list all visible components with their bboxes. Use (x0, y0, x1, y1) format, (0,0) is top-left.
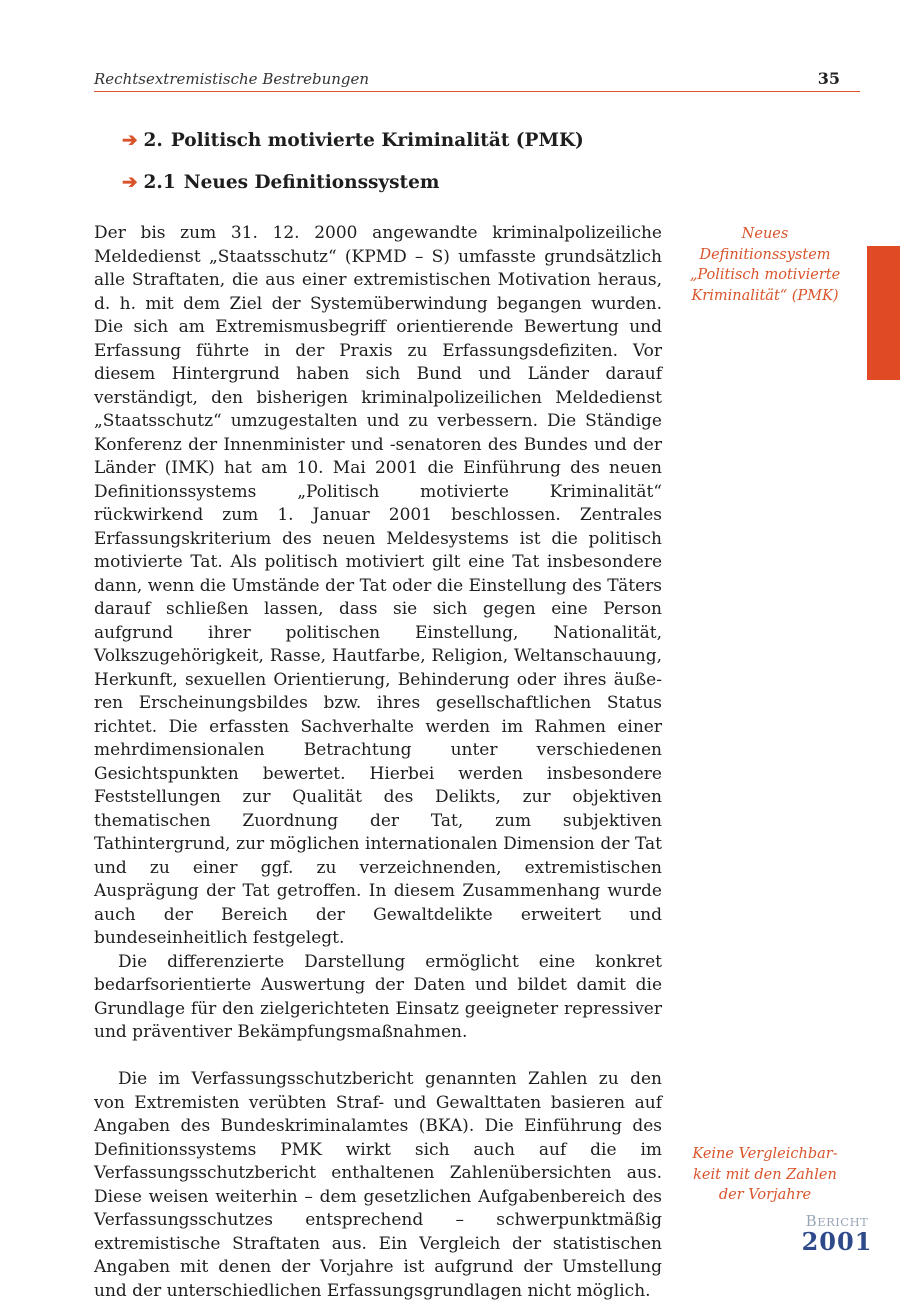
paragraph-3: Die im Verfassungsschutzbericht genannten Zahlen zu den von Extremisten verübten Straf- und Gewalttaten basieren auf Angaben des Bundeskriminalamtes (BKA). Die Einführung des Definitionssystems PMK wirkt sich auch auf die im Verfassungsschutzbericht enthaltenen Zahlenübersichten aus. Diese weisen weiterhin – dem gesetzlichen Aufgabenbereich des Verfassungsschutzes entsprechend – schwerpunktmäßig extremistische Straftaten aus. Ein Vergleich der statistischen Angaben mit denen der Vorjahre ist aufgrund der Umstellung und der unterschiedlichen Erfassungsgrundlagen nicht möglich. (94, 1069, 662, 1301)
section-number: 2. (143, 130, 163, 151)
margin-note-line: Neues (741, 226, 789, 242)
running-header (94, 68, 860, 92)
margin-note-definitionssystem (680, 224, 850, 306)
running-title: Rechtsextremistische Bestrebungen (94, 70, 370, 88)
margin-note-line: Keine Vergleichbar- (692, 1146, 838, 1162)
page-number: 35 (817, 69, 840, 88)
margin-note-vergleichbarkeit (680, 1144, 850, 1206)
paragraph-1: Der bis zum 31. 12. 2000 angewandte kriminalpolizeiliche Meldedienst „Staatsschutz“ (KPMD – S) umfasste grundsätzlich alle Straftaten, die aus einer extremistischen Motivation heraus, d. h. mit dem Ziel der Systemüberwindung begangen wurden. Die sich am Extremismusbegriff orientierende Bewertung und Erfassung führte in der Praxis zu Erfassungsdefiziten. Vor diesem Hintergrund haben sich Bund und Länder darauf verständigt, den bisherigen kriminalpolizeilichen Meldedienst „Staatsschutz“ umzugestalten und zu verbessern. Die Ständige Konferenz der Innenminister und -senatoren des Bundes und der Länder (IMK) hat am 10. Mai 2001 die Einführung des neuen Definitionssystems „Politisch motivierte Kriminalität“ rückwirkend zum 1. Januar 2001 beschlossen. Zentrales Erfassungskriterium des neuen Meldesystems ist die politisch motivierte Tat. Als politisch motiviert gilt eine Tat insbesondere dann, wenn die Umstände der Tat oder die Einstellung des Täters darauf schließen lassen, dass sie sich gegen eine Person aufgrund ihrer politischen Einstellung, Nationalität, Volkszugehörigkeit, Rasse, Hautfarbe, Religion, Weltanschauung, Herkunft, sexuellen Orientierung, Behinderung oder ihres äußeren Erscheinungsbildes bzw. ihres gesellschaftlichen Status richtet. Die erfassten Sachverhalte werden im Rahmen einer mehrdimensionalen Betrachtung unter verschiedenen Gesichtspunkten bewertet. Hierbei werden insbesondere Feststellungen zur Qualität des Delikts, zur objektiven thematischen Zuordnung der Tat, zum subjektiven Tathintergrund, zur möglichen internationalen Dimension der Tat und zu einer ggf. zu verzeichnenden, extremistischen Ausprägung der Tat getroffen. In diesem Zusammenhang wurde auch der Bereich der Gewaltdelikte erweitert und bundeseinheitlich festgelegt. (94, 223, 662, 948)
paragraph-2: Die differenzierte Darstellung ermöglicht eine konkret bedarfsorientierte Auswertung der Daten und bildet damit die Grundlage für den zielgerichteten Einsatz geeigneter repressiver und präventiver Bekämpfungsmaßnahmen. (94, 951, 662, 1042)
bericht-2001-logo (796, 1213, 878, 1254)
logo-year: 2001 (801, 1227, 873, 1256)
section-heading-2-1 (122, 172, 439, 193)
subsection-title: Neues Definitionssystem (183, 172, 440, 193)
margin-note-line: „Politisch motivierte (689, 267, 841, 283)
margin-note-line: Definitionssystem (699, 246, 831, 263)
body-text (94, 222, 662, 1303)
arrow-right-icon: ➔ (122, 172, 138, 193)
logo-word-rest: ERICHT (817, 1215, 869, 1229)
section-title: Politisch motivierte Kriminalität (PMK) (170, 130, 584, 151)
section-heading-2 (122, 130, 584, 151)
logo-word-initial: B (805, 1212, 818, 1230)
margin-note-line: Kriminalität“ (PMK) (691, 287, 839, 304)
margin-note-line: der Vorjahre (718, 1187, 812, 1203)
subsection-number: 2.1 (143, 172, 176, 193)
arrow-right-icon: ➔ (122, 130, 138, 151)
chapter-tab (867, 246, 900, 380)
margin-note-line: keit mit den Zahlen (693, 1166, 837, 1183)
